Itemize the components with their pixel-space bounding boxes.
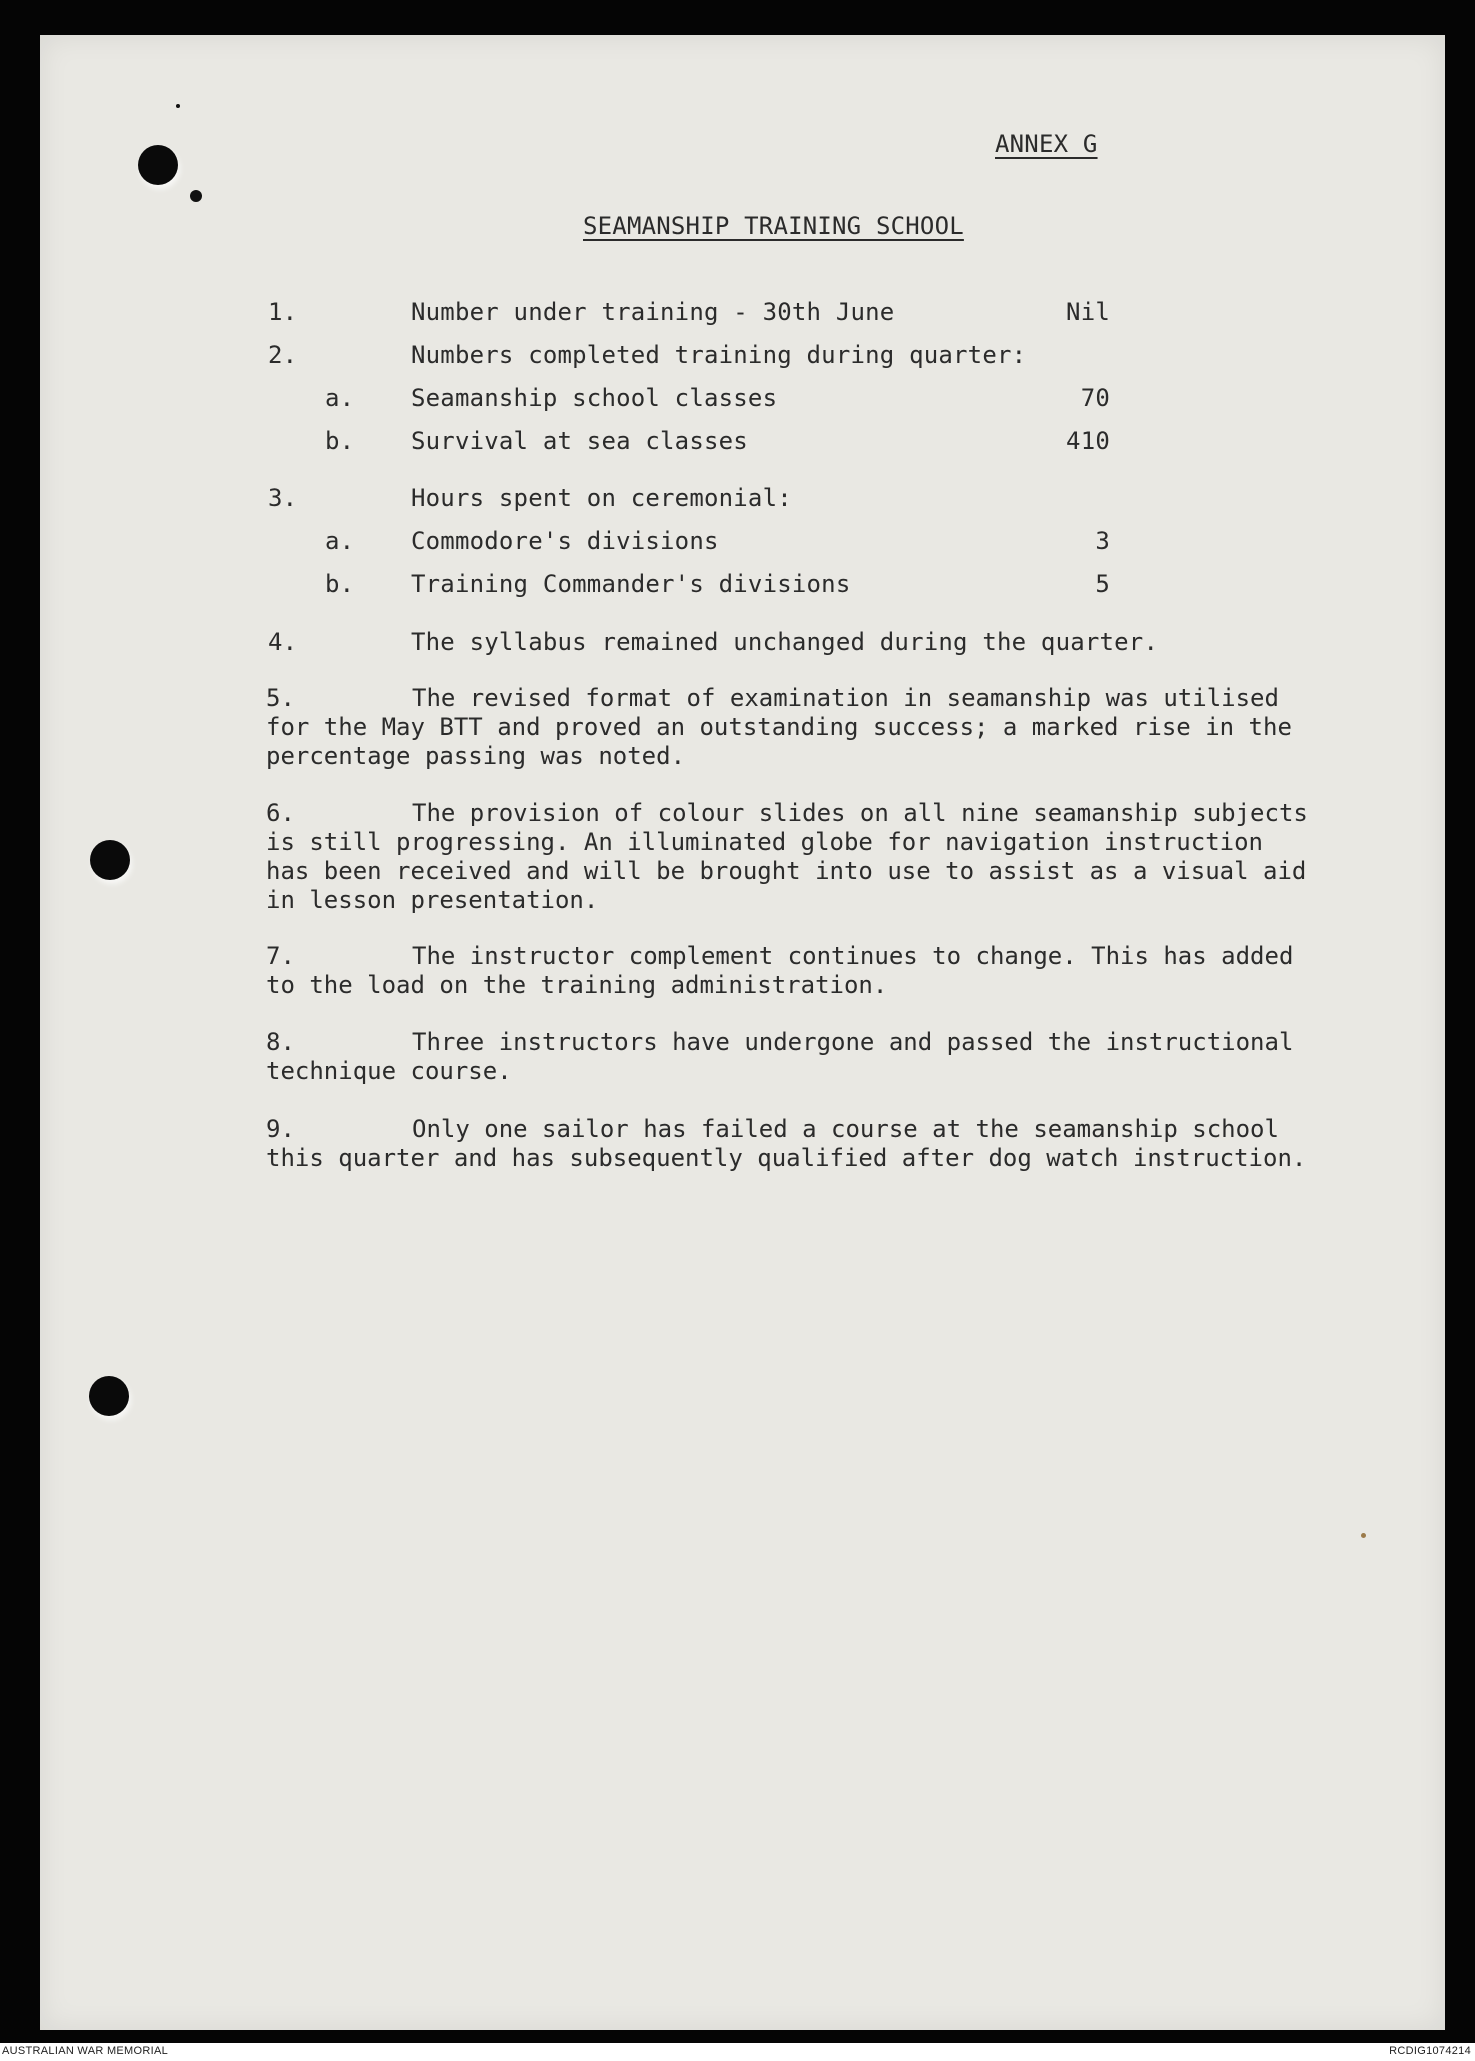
footer-id: RCDIG1074214 [1389, 2045, 1471, 2057]
annex-label: ANNEX G [995, 130, 1098, 158]
item-text: Number under training - 30th June [411, 298, 895, 326]
punch-hole-bottom [89, 1376, 129, 1416]
item-text: Training Commander's divisions [411, 570, 851, 598]
item-number: 2. [268, 341, 298, 369]
punch-hole-top [138, 145, 178, 185]
ink-speck [176, 104, 180, 108]
item-text: The syllabus remained unchanged during the quarter. [411, 628, 1159, 656]
paragraph-number: 9. [266, 1115, 295, 1143]
paragraph-text: The instructor complement continues to change. This has added to the load on the training administration. [266, 942, 1294, 999]
paragraph-number: 6. [266, 799, 295, 827]
item-value: Nil [1066, 298, 1110, 326]
paragraph [266, 799, 1316, 915]
subitem-letter: a. [325, 527, 355, 555]
item-number: 4. [268, 628, 298, 656]
ink-speck [1361, 1533, 1366, 1538]
ink-speck [190, 190, 202, 202]
paragraph [266, 1115, 1316, 1173]
paragraph-number: 5. [266, 684, 295, 712]
item-text: Numbers completed training during quarter: [411, 341, 1027, 369]
paragraph [266, 942, 1316, 1000]
item-text: Survival at sea classes [411, 427, 748, 455]
document-title: SEAMANSHIP TRAINING SCHOOL [583, 212, 964, 240]
paragraph-text: The provision of colour slides on all nine seamanship subjects is still progressing. An illuminated globe for navigation instruction has been received and will be brought into use to assist as a visual aid in lesson presentation. [266, 799, 1308, 914]
item-text: Hours spent on ceremonial: [411, 484, 792, 512]
punch-hole-middle [90, 840, 130, 880]
paragraph [266, 1028, 1316, 1086]
subitem-letter: a. [325, 384, 355, 412]
paragraph-text: The revised format of examination in seamanship was utilised for the May BTT and proved an outstanding success; a marked rise in the percentage passing was noted. [266, 684, 1292, 770]
item-value: 3 [1095, 527, 1110, 555]
item-value: 410 [1066, 427, 1110, 455]
paragraph-number: 7. [266, 942, 295, 970]
item-text: Commodore's divisions [411, 527, 719, 555]
paragraph-text: Three instructors have undergone and passed the instructional technique course. [266, 1028, 1294, 1085]
paragraph-text: Only one sailor has failed a course at the seamanship school this quarter and has subsequently qualified after dog watch instruction. [266, 1115, 1307, 1172]
item-text: Seamanship school classes [411, 384, 778, 412]
subitem-letter: b. [325, 570, 355, 598]
footer-source: AUSTRALIAN WAR MEMORIAL [2, 2045, 169, 2057]
item-value: 70 [1080, 384, 1110, 412]
paragraph-number: 8. [266, 1028, 295, 1056]
item-number: 1. [268, 298, 298, 326]
item-number: 3. [268, 484, 298, 512]
subitem-letter: b. [325, 427, 355, 455]
item-value: 5 [1095, 570, 1110, 598]
paragraph [266, 684, 1316, 771]
